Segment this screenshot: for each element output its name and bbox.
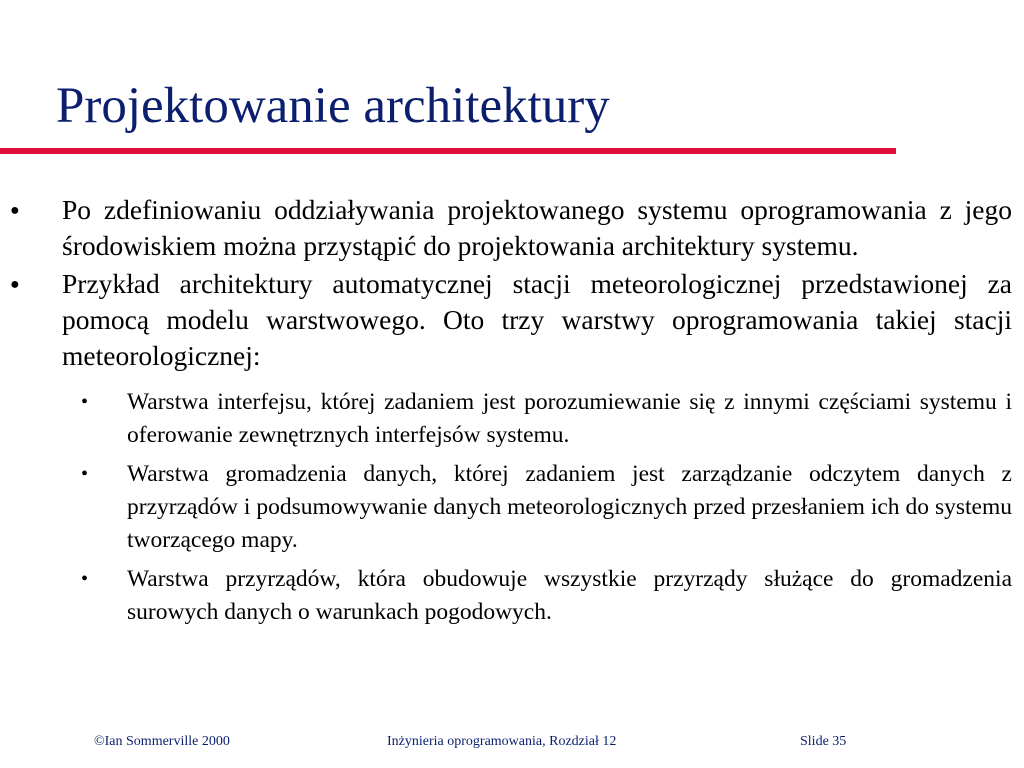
- slide-content: [0, 192, 1024, 635]
- bullet-marker: ●: [10, 276, 20, 293]
- sub-bullet-item: [81, 458, 1012, 557]
- slide-title: Projektowanie architektury: [56, 78, 610, 134]
- footer-course: Inżynieria oprogramowania, Rozdział 12: [387, 734, 617, 749]
- sub-bullet-text: Warstwa interfejsu, której zadaniem jest porozumiewanie się z innymi częściami systemu i oferowanie zewnętrznych interfejsów systemu.: [127, 389, 1012, 448]
- sub-bullet-text: Warstwa gromadzenia danych, której zadaniem jest zarządzanie odczytem danych z przyrządów i podsumowywanie danych meteorologicznych przed przesłaniem ich do systemu tworzącego mapy.: [127, 461, 1012, 553]
- sub-bullet-marker: •: [81, 391, 89, 413]
- sub-bullet-text: Warstwa przyrządów, która obudowuje wszystkie przyrządy służące do gromadzenia surowych danych o warunkach pogodowych.: [127, 566, 1012, 625]
- sub-bullet-list: [0, 386, 1024, 629]
- sub-bullet-marker: •: [81, 568, 89, 590]
- bullet-text: Po zdefiniowaniu oddziaływania projektowanego systemu oprogramowania z jego środowiskiem można przystąpić do projektowania architektury systemu.: [62, 194, 1012, 261]
- bullet-item: [10, 192, 1012, 264]
- sub-bullet-item: [81, 386, 1012, 452]
- bullet-marker: ●: [10, 202, 20, 219]
- footer-slide-number: Slide 35: [800, 734, 847, 749]
- footer-copyright: ©Ian Sommerville 2000: [94, 734, 230, 749]
- bullet-text: Przykład architektury automatycznej stacji meteorologicznej przedstawionej za pomocą modelu warstwowego. Oto trzy warstwy oprogramowania takiej stacji meteorologicznej:: [62, 268, 1012, 371]
- bullet-item: [10, 266, 1012, 374]
- sub-bullet-marker: •: [81, 463, 89, 485]
- title-underline: [0, 148, 896, 154]
- sub-bullet-item: [81, 563, 1012, 629]
